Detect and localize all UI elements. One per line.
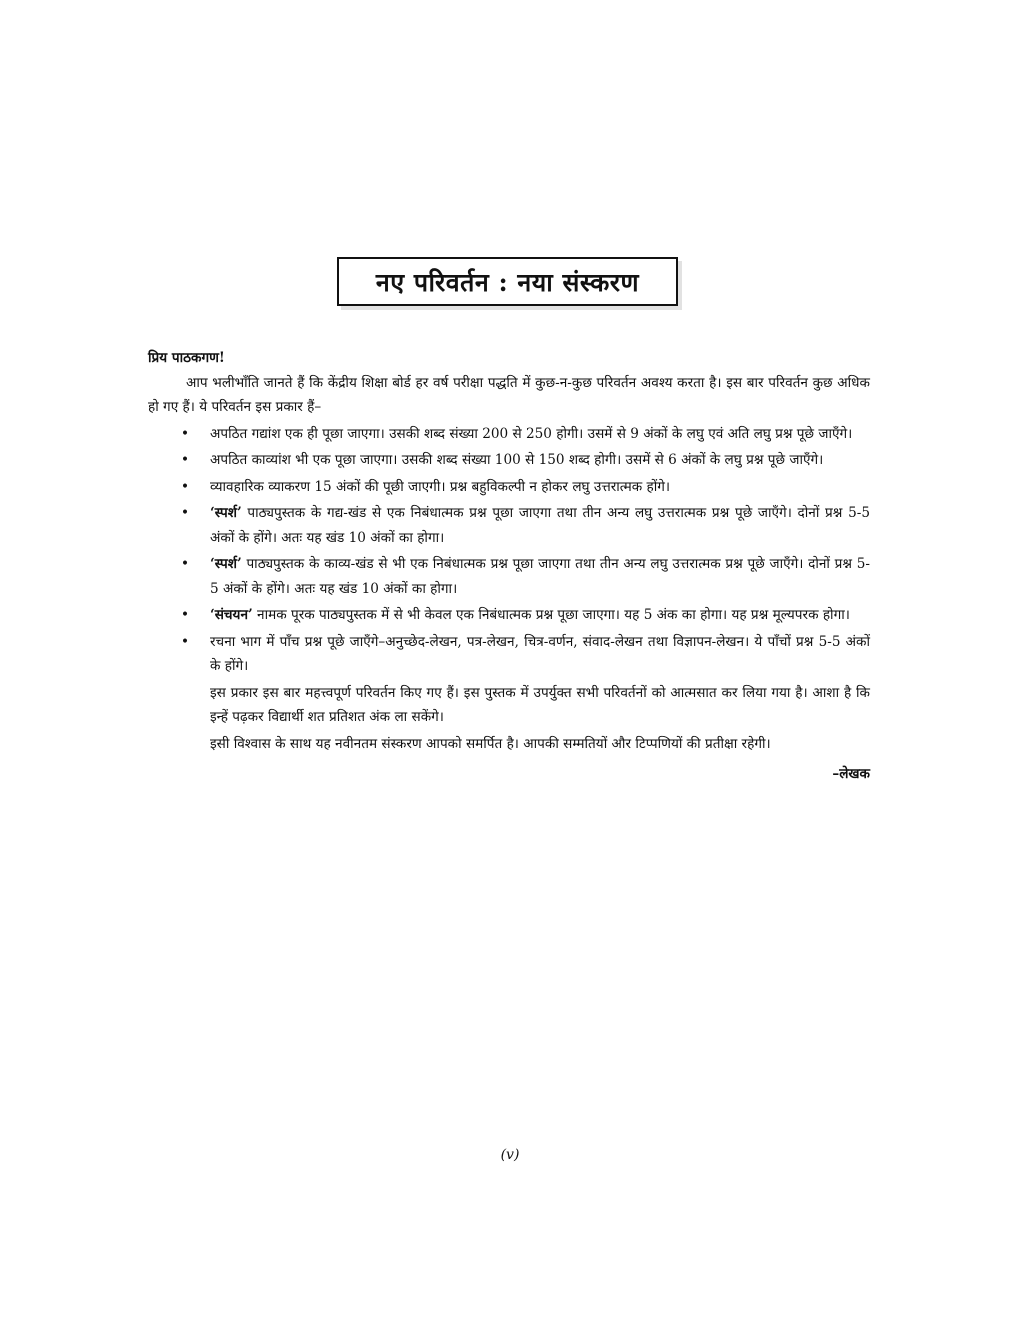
list-item-lead: ‘स्पर्श’ xyxy=(210,556,242,572)
list-item-text: रचना भाग में पाँच प्रश्न पूछे जाएँगे–अनुच्छेद-लेखन, पत्र-लेखन, चित्र-वर्णन, संवाद-लेखन तथा विज्ञापन-लेखन। ये पाँचों प्रश्न 5-5 अंकों के होंगे। xyxy=(210,633,870,674)
bullet-icon: • xyxy=(180,478,190,495)
bullet-icon: • xyxy=(180,607,190,623)
list-item-lead: ‘स्पर्श’ xyxy=(210,505,242,521)
closing-paragraph-2: इसी विश्वास के साथ यह नवीनतम संस्करण आपको समर्पित है। आपकी सम्मतियों और टिप्पणियों की प्रतीक्षा रहेगी। xyxy=(210,735,771,752)
bullet-icon: • xyxy=(180,556,190,572)
list-item-text: पाठ्यपुस्तक के गद्य-खंड से एक निबंधात्मक प्रश्न पूछा जाएगा तथा तीन अन्य लघु उत्तरात्मक प्रश्न पूछे जाएँगे। दोनों प्रश्न 5-5 अंकों के होंगे। अतः यह खंड 10 अंकों का होगा। xyxy=(210,505,870,546)
bullet-icon: • xyxy=(180,505,190,521)
list-item xyxy=(148,475,870,500)
list-item xyxy=(148,552,870,601)
list-item-text: अपठित काव्यांश भी एक पूछा जाएगा। उसकी शब्द संख्या 100 से 150 शब्द होगी। उसमें से 6 अंकों के लघु प्रश्न पूछे जाएँगे। xyxy=(210,452,824,468)
list-item xyxy=(148,448,870,473)
list-item xyxy=(148,501,870,550)
changes-list xyxy=(148,422,870,679)
list-item xyxy=(148,603,870,628)
page-number: (v) xyxy=(500,1147,520,1163)
list-item-text: अपठित गद्यांश एक ही पूछा जाएगा। उसकी शब्द संख्या 200 से 250 होगी। उसमें से 9 अंकों के लघु एवं अति लघु प्रश्न पूछे जाएँगे। xyxy=(210,425,853,442)
bullet-icon: • xyxy=(180,425,190,442)
list-item-lead: ‘संचयन’ xyxy=(210,607,253,623)
bullet-icon: • xyxy=(180,633,190,650)
list-item xyxy=(148,422,870,447)
bullet-icon: • xyxy=(180,452,190,468)
closing-paragraph-1: इस प्रकार इस बार महत्त्वपूर्ण परिवर्तन किए गए हैं। इस पुस्तक में उपर्युक्त सभी परिवर्तनों को आत्मसात कर लिया गया है। आशा है कि इन्हें पढ़कर विद्यार्थी शत प्रतिशत अंक ला सकेंगे। xyxy=(210,684,870,725)
author-signature: –लेखक xyxy=(832,766,870,782)
title-box xyxy=(337,257,678,306)
salutation: प्रिय पाठकगण! xyxy=(148,350,225,366)
list-item-text: नामक पूरक पाठ्यपुस्तक में से भी केवल एक निबंधात्मक प्रश्न पूछा जाएगा। यह 5 अंक का होगा। यह प्रश्न मूल्यपरक होगा। xyxy=(252,607,850,623)
intro-paragraph: आप भलीभाँति जानते हैं कि केंद्रीय शिक्षा बोर्ड हर वर्ष परीक्षा पद्धति में कुछ-न-कुछ परिवर्तन अवश्य करता है। इस बार परिवर्तन कुछ अधिक हो गए हैं। ये परिवर्तन इस प्रकार हैं– xyxy=(148,374,870,415)
list-item xyxy=(148,630,870,679)
page-title: नए परिवर्तन : नया संस्करण xyxy=(375,267,640,297)
list-item-text: व्यावहारिक व्याकरण 15 अंकों की पूछी जाएगी। प्रश्न बहुविकल्पी न होकर लघु उत्तरात्मक होंगे। xyxy=(210,478,671,495)
preface-body xyxy=(148,346,870,787)
list-item-text: पाठ्यपुस्तक के काव्य-खंड से भी एक निबंधात्मक प्रश्न पूछा जाएगा तथा तीन अन्य लघु उत्तरात्मक प्रश्न पूछे जाएँगे। दोनों प्रश्न 5-5 अंकों के होंगे। अतः यह खंड 10 अंकों का होगा। xyxy=(210,556,870,597)
